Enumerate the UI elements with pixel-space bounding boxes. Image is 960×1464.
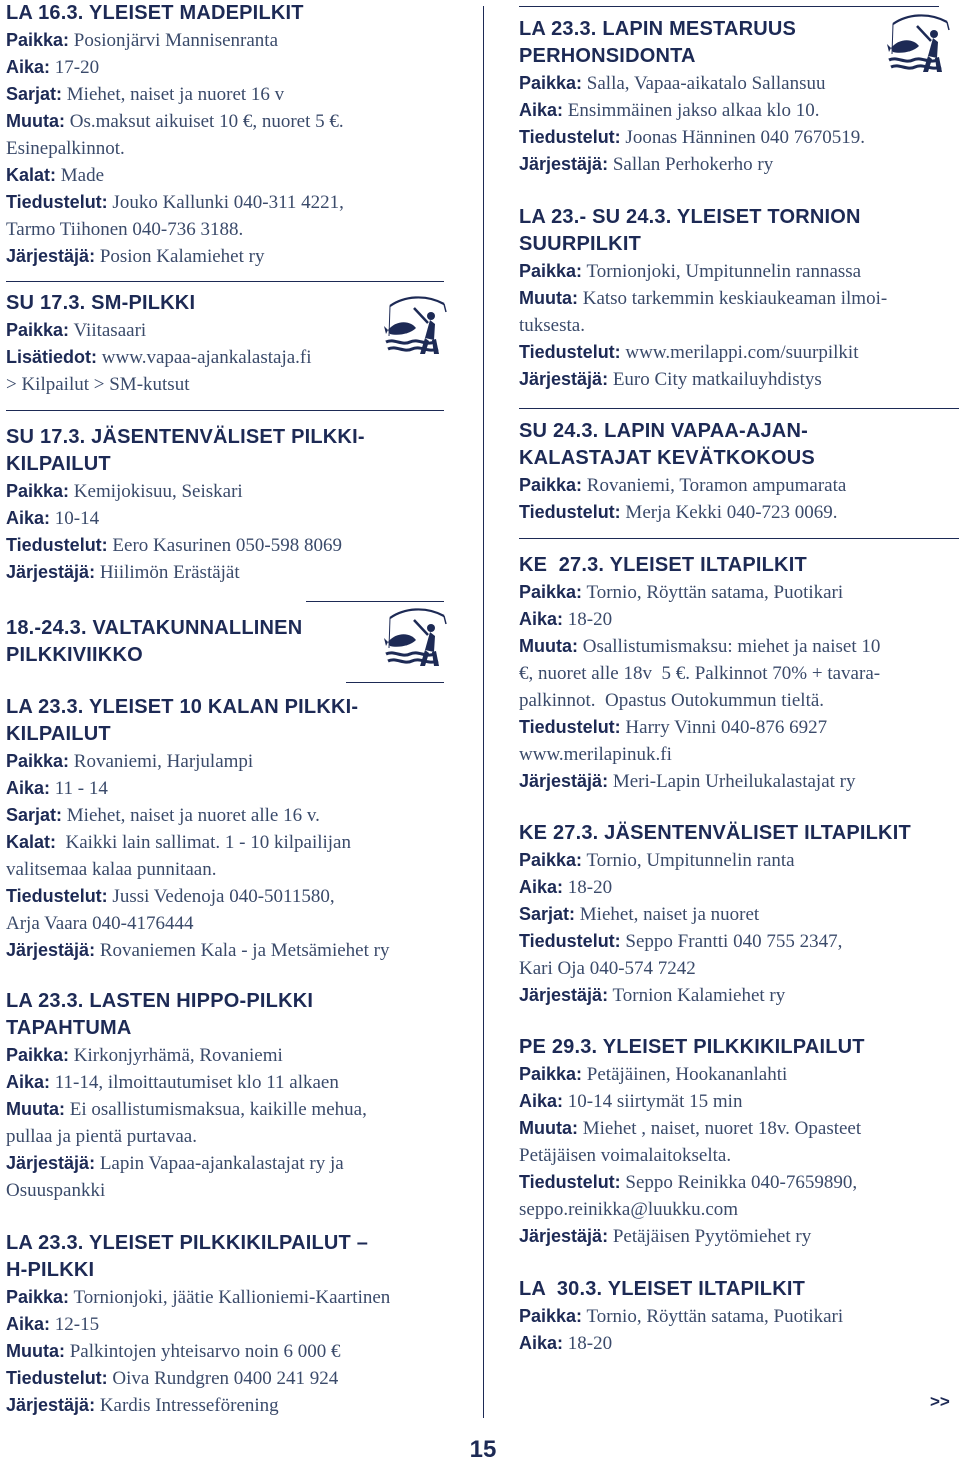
- event-title: LA 23.3. YLEISET 10 KALAN PILKKI- KILPAILUT: [6, 696, 359, 745]
- event-line: [519, 1142, 959, 1169]
- field-value: www.merilapinuk.fi: [519, 744, 672, 765]
- field-label: Sarjat:: [6, 84, 63, 104]
- field-value: Arja Vaara 040-4176444: [6, 913, 194, 934]
- field-label: Paikka:: [519, 1064, 583, 1084]
- field-value: Tornionjoki, jäätie Kallioniemi-Kaartinen: [69, 1287, 391, 1308]
- field-label: Aika:: [519, 1091, 564, 1111]
- field-value: 10-14 siirtymät 15 min: [563, 1091, 743, 1112]
- field-label: Järjestäjä:: [519, 985, 609, 1005]
- field-value: Merja Kekki 040-723 0069.: [620, 502, 838, 523]
- field-label: Muuta:: [519, 288, 578, 308]
- event-title: KE 27.3. JÄSENTENVÄLISET ILTAPILKIT: [519, 822, 911, 844]
- field-label: Tiedustelut:: [6, 535, 108, 555]
- event-line: [519, 1330, 959, 1357]
- field-label: Järjestäjä:: [519, 369, 609, 389]
- field-value: Jouko Kallunki 040-311 4221,: [107, 192, 344, 213]
- event-line: [519, 1169, 959, 1196]
- field-value: Tornionjoki, Umpitunnelin rannassa: [582, 261, 862, 282]
- field-label: Tiedustelut:: [519, 1172, 621, 1192]
- section-divider: [306, 601, 444, 602]
- event-line: [6, 748, 446, 775]
- field-value: Seppo Frantti 040 755 2347,: [620, 931, 843, 952]
- field-value: 11-14, ilmoittautumiset klo 11 alkaen: [50, 1072, 339, 1093]
- field-value: 17-20: [50, 57, 100, 78]
- field-value: Tornio, Röyttän satama, Puotikari: [582, 1306, 844, 1327]
- field-value: Jussi Vedenoja 040-5011580,: [107, 886, 335, 907]
- field-value: Made: [56, 165, 105, 186]
- field-label: Muuta:: [519, 636, 578, 656]
- field-label: Paikka:: [6, 320, 70, 340]
- field-value: Seppo Reinikka 040-7659890,: [620, 1172, 858, 1193]
- event-line: [6, 1096, 446, 1123]
- field-label: Aika:: [519, 100, 564, 120]
- event-line: [6, 1150, 446, 1177]
- field-label: Aika:: [6, 1314, 51, 1334]
- section-divider: [6, 281, 444, 282]
- field-value: Tornio, Umpitunnelin ranta: [582, 850, 795, 871]
- event-line: [519, 1115, 959, 1142]
- field-label: Tiedustelut:: [6, 1368, 108, 1388]
- field-label: Sarjat:: [6, 805, 63, 825]
- event-line: [519, 633, 959, 660]
- event-title: SU 24.3. LAPIN VAPAA-AJAN- KALASTAJAT KEVÄTKOKOUS: [519, 420, 815, 469]
- field-value: Rovaniemi, Toramon ampumarata: [582, 475, 847, 496]
- section-divider: [519, 538, 959, 539]
- field-value: 11 - 14: [50, 778, 108, 799]
- event-line: [519, 312, 959, 339]
- event-line: [6, 1392, 446, 1419]
- field-label: Paikka:: [519, 1306, 583, 1326]
- event-title: PE 29.3. YLEISET PILKKIKILPAILUT: [519, 1036, 865, 1058]
- field-value: Tornion Kalamiehet ry: [608, 985, 786, 1006]
- event-title: LA 16.3. YLEISET MADEPILKIT: [6, 2, 304, 24]
- field-label: Järjestäjä:: [6, 562, 96, 582]
- event-line: [6, 243, 446, 270]
- field-value: palkinnot. Opastus Outokummun tieltä.: [519, 690, 825, 711]
- event-h-pilkki: [6, 1230, 446, 1419]
- event-line: [6, 317, 446, 344]
- event-line: [519, 579, 959, 606]
- event-yleiset-pilkkikilpailut-29: [519, 1034, 959, 1250]
- field-value: Petäjäinen, Hookananlahti: [582, 1064, 788, 1085]
- event-line: [6, 1069, 446, 1096]
- event-line: [519, 1196, 959, 1223]
- field-value: Ei osallistumismaksua, kaikille mehua,: [64, 1099, 367, 1120]
- field-value: Kari Oja 040-574 7242: [519, 958, 696, 979]
- event-line: [519, 768, 959, 795]
- event-title: LA 23.3. LAPIN MESTARUUS PERHONSIDONTA: [519, 18, 797, 67]
- event-line: [6, 81, 446, 108]
- field-value: Miehet , naiset, nuoret 18v. Opasteet: [577, 1118, 862, 1139]
- event-yleiset-madepilkit: [6, 0, 446, 270]
- event-line: [6, 371, 446, 398]
- field-value: Eero Kasurinen 050-598 8069: [107, 535, 342, 556]
- event-line: [6, 505, 446, 532]
- event-line: [519, 285, 959, 312]
- section-divider: [519, 6, 939, 7]
- fisherman-logo-icon: [384, 608, 448, 670]
- field-label: Paikka:: [6, 1045, 70, 1065]
- page-number: 15: [469, 1436, 497, 1463]
- field-value: 18-20: [563, 609, 613, 630]
- event-line: [519, 982, 959, 1009]
- field-value: Osallistumismaksu: miehet ja naiset 10: [577, 636, 881, 657]
- event-line: [519, 124, 959, 151]
- field-label: Järjestäjä:: [6, 1395, 96, 1415]
- section-divider: [346, 682, 444, 683]
- field-label: Kalat:: [6, 165, 57, 185]
- field-value: www.vapaa-ajankalastaja.fi: [97, 347, 312, 368]
- field-value: Os.maksut aikuiset 10 €, nuoret 5 €.: [64, 111, 344, 132]
- event-title: LA 30.3. YLEISET ILTAPILKIT: [519, 1278, 806, 1300]
- field-value: Katso tarkemmin keskiaukeaman ilmoi-: [577, 288, 888, 309]
- field-value: Osuuspankki: [6, 1180, 106, 1201]
- field-value: Joonas Hänninen 040 7670519.: [620, 127, 866, 148]
- field-label: Muuta:: [519, 1118, 578, 1138]
- field-label: Paikka:: [519, 261, 583, 281]
- field-value: Rovaniemen Kala - ja Metsämiehet ry: [95, 940, 390, 961]
- event-line: [6, 802, 446, 829]
- field-value: seppo.reinikka@luukku.com: [519, 1199, 739, 1220]
- event-line: [6, 856, 446, 883]
- field-value: Salla, Vapaa-aikatalo Sallansuu: [582, 73, 826, 94]
- event-line: [519, 1223, 959, 1250]
- field-value: Kardis Intresseförening: [95, 1395, 279, 1416]
- field-label: Aika:: [519, 609, 564, 629]
- field-label: Paikka:: [519, 73, 583, 93]
- field-value: Tarmo Tiihonen 040-736 3188.: [6, 219, 244, 240]
- field-value: €, nuoret alle 18v 5 €. Palkinnot 70% + tavara-: [519, 663, 881, 684]
- event-yleiset-iltapilkit-30: [519, 1276, 959, 1357]
- event-title: LA 23.3. LASTEN HIPPO-PILKKI TAPAHTUMA: [6, 990, 314, 1039]
- event-line: [6, 775, 446, 802]
- event-title: LA 23.3. YLEISET PILKKIKILPAILUT – H-PILKKI: [6, 1232, 369, 1281]
- event-line: [519, 955, 959, 982]
- field-label: Tiedustelut:: [519, 127, 621, 147]
- event-line: [519, 741, 959, 768]
- event-line: [6, 532, 446, 559]
- field-label: Järjestäjä:: [6, 1153, 96, 1173]
- event-line: [6, 1338, 446, 1365]
- event-line: [6, 162, 446, 189]
- field-label: Muuta:: [6, 1341, 65, 1361]
- event-line: [519, 874, 959, 901]
- field-value: www.merilappi.com/suurpilkit: [620, 342, 859, 363]
- field-value: Kirkonjyrhämä, Rovaniemi: [69, 1045, 283, 1066]
- field-label: Aika:: [519, 1333, 564, 1353]
- event-line: [6, 829, 446, 856]
- event-line: [519, 714, 959, 741]
- field-label: Aika:: [6, 778, 51, 798]
- field-label: Sarjat:: [519, 904, 576, 924]
- event-line: [519, 258, 959, 285]
- field-label: Aika:: [6, 508, 51, 528]
- field-label: Kalat:: [6, 832, 57, 852]
- field-value: pullaa ja pientä purtavaa.: [6, 1126, 197, 1147]
- field-label: Muuta:: [6, 111, 65, 131]
- event-line: [6, 1365, 446, 1392]
- event-line: [6, 27, 446, 54]
- event-line: [6, 1177, 446, 1204]
- field-label: Muuta:: [6, 1099, 65, 1119]
- field-value: 12-15: [50, 1314, 100, 1335]
- field-label: Paikka:: [519, 475, 583, 495]
- event-line: [6, 1042, 446, 1069]
- section-divider: [519, 408, 959, 409]
- event-valtakunnallinen-pilkkiviikko: [6, 615, 446, 669]
- field-label: Paikka:: [6, 1287, 70, 1307]
- field-value: Kemijokisuu, Seiskari: [69, 481, 243, 502]
- field-label: Tiedustelut:: [6, 886, 108, 906]
- field-label: Aika:: [519, 877, 564, 897]
- event-line: [519, 97, 959, 124]
- field-value: > Kilpailut > SM-kutsut: [6, 374, 190, 395]
- event-jasentenvaliset-iltapilkit: [519, 820, 959, 1009]
- field-value: Meri-Lapin Urheilukalastajat ry: [608, 771, 856, 792]
- event-yleiset-10-kalan: [6, 694, 446, 964]
- field-value: Petäjäisen Pyytömiehet ry: [608, 1226, 812, 1247]
- event-lasten-hippo-pilkki: [6, 988, 446, 1204]
- event-line: [6, 478, 446, 505]
- event-line: [6, 1123, 446, 1150]
- field-label: Tiedustelut:: [519, 931, 621, 951]
- event-title: 18.-24.3. VALTAKUNNALLINEN PILKKIVIIKKO: [6, 617, 303, 666]
- field-value: Euro City matkailuyhdistys: [608, 369, 822, 390]
- field-label: Paikka:: [6, 481, 70, 501]
- field-value: Miehet, naiset ja nuoret alle 16 v.: [62, 805, 320, 826]
- event-title: SU 17.3. SM-PILKKI: [6, 292, 196, 314]
- field-value: Ensimmäinen jakso alkaa klo 10.: [563, 100, 820, 121]
- fisherman-logo-icon: [384, 296, 448, 358]
- event-yleiset-tornion-suurpilkit: [519, 204, 959, 393]
- field-label: Aika:: [6, 1072, 51, 1092]
- event-sm-pilkki: [6, 290, 446, 398]
- field-value: Tornio, Röyttän satama, Puotikari: [582, 582, 844, 603]
- event-line: [6, 135, 446, 162]
- event-line: [519, 1088, 959, 1115]
- column-divider: [483, 6, 484, 1418]
- field-label: Paikka:: [6, 751, 70, 771]
- field-label: Tiedustelut:: [519, 502, 621, 522]
- section-divider: [6, 410, 444, 411]
- field-value: Lapin Vapaa-ajankalastajat ry ja: [95, 1153, 344, 1174]
- field-value: Posionjärvi Mannisenranta: [69, 30, 279, 51]
- field-label: Lisätiedot:: [6, 347, 98, 367]
- event-line: [519, 687, 959, 714]
- field-value: Viitasaari: [69, 320, 147, 341]
- field-value: 18-20: [563, 877, 613, 898]
- field-label: Tiedustelut:: [519, 717, 621, 737]
- event-line: [6, 189, 446, 216]
- field-value: 18-20: [563, 1333, 613, 1354]
- event-line: [519, 847, 959, 874]
- field-value: tuksesta.: [519, 315, 585, 336]
- field-value: Esinepalkinnot.: [6, 138, 125, 159]
- event-line: [519, 928, 959, 955]
- field-label: Aika:: [6, 57, 51, 77]
- event-line: [6, 1311, 446, 1338]
- event-line: [519, 366, 959, 393]
- event-line: [6, 559, 446, 586]
- field-value: Sallan Perhokerho ry: [608, 154, 774, 175]
- field-value: Miehet, naiset ja nuoret: [575, 904, 760, 925]
- event-line: [519, 499, 959, 526]
- continue-marker: >>: [930, 1392, 950, 1411]
- event-line: [519, 472, 959, 499]
- event-title: LA 23.- SU 24.3. YLEISET TORNION SUURPILKIT: [519, 206, 861, 255]
- event-line: [6, 883, 446, 910]
- field-value: Posion Kalamiehet ry: [95, 246, 265, 267]
- field-label: Järjestäjä:: [519, 154, 609, 174]
- field-label: Järjestäjä:: [6, 246, 96, 266]
- field-label: Järjestäjä:: [519, 771, 609, 791]
- field-value: Harry Vinni 040-876 6927: [620, 717, 828, 738]
- event-line: [519, 1061, 959, 1088]
- field-label: Paikka:: [519, 582, 583, 602]
- field-label: Tiedustelut:: [519, 342, 621, 362]
- field-label: Paikka:: [6, 30, 70, 50]
- field-label: Järjestäjä:: [6, 940, 96, 960]
- event-line: [6, 910, 446, 937]
- event-line: [6, 108, 446, 135]
- field-label: Tiedustelut:: [6, 192, 108, 212]
- event-line: [6, 937, 446, 964]
- event-line: [6, 216, 446, 243]
- field-value: Rovaniemi, Harjulampi: [69, 751, 254, 772]
- event-title: KE 27.3. YLEISET ILTAPILKIT: [519, 554, 807, 576]
- fisherman-logo-icon: [887, 14, 951, 76]
- field-value: Hiilimön Erästäjät: [95, 562, 240, 583]
- event-line: [519, 606, 959, 633]
- event-line: [519, 339, 959, 366]
- field-value: Kaikki lain sallimat. 1 - 10 kilpailijan: [56, 832, 351, 853]
- event-yleiset-iltapilkit-27: [519, 552, 959, 795]
- event-jasentenvaliset-pilkkikilpailut: [6, 424, 446, 586]
- event-kevatkokous: [519, 418, 959, 526]
- event-line: [6, 1284, 446, 1311]
- field-value: Palkintojen yhteisarvo noin 6 000 €: [64, 1341, 341, 1362]
- event-title: SU 17.3. JÄSENTENVÄLISET PILKKI- KILPAILUT: [6, 426, 365, 475]
- event-line: [519, 901, 959, 928]
- event-line: [519, 151, 959, 178]
- event-line: [519, 660, 959, 687]
- event-line: [519, 1303, 959, 1330]
- event-line: [6, 344, 446, 371]
- field-label: Paikka:: [519, 850, 583, 870]
- field-value: Petäjäisen voimalaitokselta.: [519, 1145, 732, 1166]
- field-value: Oiva Rundgren 0400 241 924: [107, 1368, 339, 1389]
- field-value: valitsemaa kalaa punnitaan.: [6, 859, 217, 880]
- field-label: Järjestäjä:: [519, 1226, 609, 1246]
- field-value: Miehet, naiset ja nuoret 16 v: [62, 84, 285, 105]
- field-value: 10-14: [50, 508, 100, 529]
- event-line: [6, 54, 446, 81]
